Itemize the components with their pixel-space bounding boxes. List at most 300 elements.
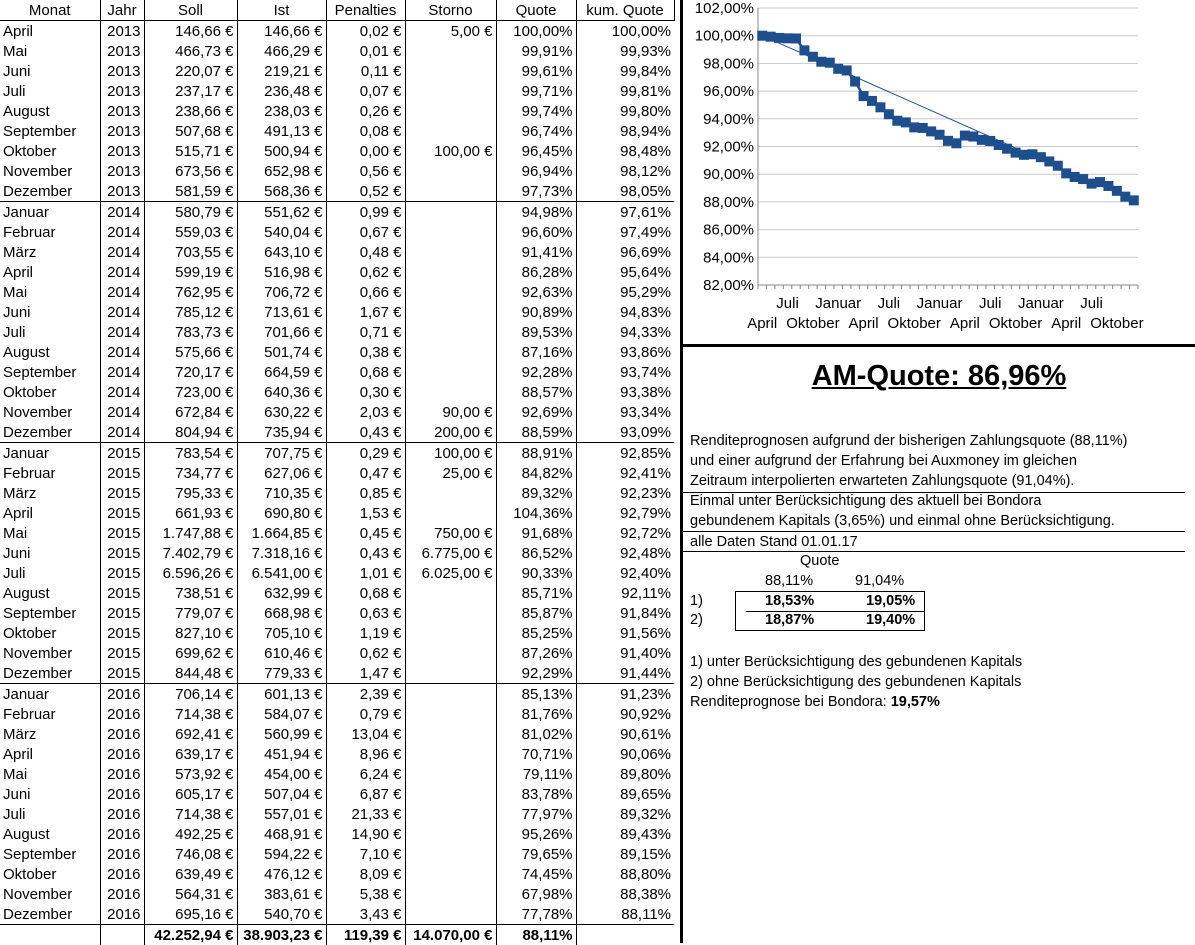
cell-penalties: 0,43 € — [326, 543, 405, 563]
table-row — [0, 302, 674, 322]
cell-ist: 584,07 € — [237, 704, 326, 724]
cell-soll: 844,48 € — [144, 663, 237, 684]
cell-storno: 200,00 € — [405, 422, 496, 443]
cell-kum-quote: 94,33% — [576, 322, 674, 342]
cell-soll: 779,07 € — [144, 603, 237, 623]
quote-table-title: Quote — [800, 553, 840, 569]
cell-jahr: 2016 — [100, 784, 144, 804]
cell-ist: 735,94 € — [237, 422, 326, 443]
data-point — [791, 33, 801, 43]
cell-storno — [405, 181, 496, 202]
y-tick-label: 90,00% — [703, 166, 754, 183]
cell-jahr: 2014 — [100, 262, 144, 282]
cell-penalties: 0,68 € — [326, 583, 405, 603]
cell-soll: 672,84 € — [144, 402, 237, 422]
cell-jahr: 2013 — [100, 41, 144, 61]
cell-jahr: 2014 — [100, 402, 144, 422]
legend-item-1: 1) unter Berücksichtigung des gebundenen Kapitals — [690, 653, 1022, 672]
cell-ist: 236,48 € — [237, 81, 326, 101]
cell-soll: 706,14 € — [144, 684, 237, 705]
x-tick-label-top: Januar — [815, 295, 861, 312]
table-row — [0, 784, 674, 804]
cell-soll: 6.596,26 € — [144, 563, 237, 583]
cell-storno: 750,00 € — [405, 523, 496, 543]
cell-jahr: 2014 — [100, 342, 144, 362]
cell-penalties: 0,45 € — [326, 523, 405, 543]
cell-soll: 492,25 € — [144, 824, 237, 844]
cell-jahr: 2016 — [100, 724, 144, 744]
cell-ist: 668,98 € — [237, 603, 326, 623]
cell-penalties: 0,30 € — [326, 382, 405, 402]
cell-monat: März — [0, 724, 100, 744]
cell-quote: 91,68% — [496, 523, 576, 543]
cell-kum-quote: 93,38% — [576, 382, 674, 402]
cell-kum-quote: 91,23% — [576, 684, 674, 705]
cell-jahr: 2013 — [100, 121, 144, 141]
table-row — [0, 101, 674, 121]
table-row — [0, 744, 674, 764]
cell-monat: Oktober — [0, 141, 100, 161]
cell-jahr: 2016 — [100, 744, 144, 764]
cell-jahr: 2015 — [100, 603, 144, 623]
x-tick-label-bottom: Oktober — [989, 315, 1042, 332]
cell-penalties: 0,85 € — [326, 483, 405, 503]
cell-storno — [405, 302, 496, 322]
cell-kum-quote: 92,41% — [576, 463, 674, 483]
table-row — [0, 41, 674, 61]
cell-ist: 454,00 € — [237, 764, 326, 784]
cell-jahr: 2016 — [100, 844, 144, 864]
cell-soll: 605,17 € — [144, 784, 237, 804]
cell-jahr: 2014 — [100, 202, 144, 223]
note-line-1: Renditeprognosen aufgrund der bisherigen Zahlungsquote (88,11%) — [690, 432, 1127, 451]
quote-row-divider — [746, 611, 924, 612]
cell-kum-quote: 88,11% — [576, 904, 674, 925]
cell-penalties: 3,43 € — [326, 904, 405, 925]
cell-kum-quote: 92,23% — [576, 483, 674, 503]
cell-monat: Juni — [0, 784, 100, 804]
cell-monat: August — [0, 101, 100, 121]
cell-quote: 92,63% — [496, 282, 576, 302]
cell-ist: 652,98 € — [237, 161, 326, 181]
cell-penalties: 8,09 € — [326, 864, 405, 884]
cell-monat: November — [0, 402, 100, 422]
y-tick-label: 100,00% — [695, 28, 754, 45]
x-tick-label-bottom: April — [849, 315, 879, 332]
cell-monat: Juli — [0, 563, 100, 583]
cell-soll: 723,00 € — [144, 382, 237, 402]
cell-ist: 383,61 € — [237, 884, 326, 904]
cell-kum-quote: 93,74% — [576, 362, 674, 382]
table-row — [0, 684, 674, 705]
y-tick-label: 82,00% — [703, 277, 754, 294]
cell-soll: 827,10 € — [144, 623, 237, 643]
cell-storno — [405, 483, 496, 503]
cell-ist: 540,04 € — [237, 222, 326, 242]
cell-penalties: 6,24 € — [326, 764, 405, 784]
cell-quote: 96,45% — [496, 141, 576, 161]
x-tick-label-top: Juli — [878, 295, 901, 312]
cell-ist: 491,13 € — [237, 121, 326, 141]
cell-jahr: 2016 — [100, 904, 144, 925]
cell-storno — [405, 623, 496, 643]
cell-penalties: 0,67 € — [326, 222, 405, 242]
total-jahr — [100, 925, 144, 945]
cell-penalties: 0,29 € — [326, 443, 405, 464]
cell-penalties: 0,08 € — [326, 121, 405, 141]
x-tick-label-top: Juli — [776, 295, 799, 312]
cell-monat: November — [0, 884, 100, 904]
x-tick-label-top: Januar — [917, 295, 963, 312]
cell-jahr: 2016 — [100, 704, 144, 724]
cell-penalties: 0,62 € — [326, 262, 405, 282]
quote-row-2-label: 2) — [690, 612, 703, 628]
cell-kum-quote: 99,93% — [576, 41, 674, 61]
quote-row-2-value-2: 19,40% — [866, 612, 915, 628]
cell-monat: Januar — [0, 202, 100, 223]
cell-ist: 146,66 € — [237, 21, 326, 42]
cell-monat: Dezember — [0, 422, 100, 443]
cell-quote: 96,60% — [496, 222, 576, 242]
table-row — [0, 724, 674, 744]
cell-penalties: 0,01 € — [326, 41, 405, 61]
y-tick-label: 86,00% — [703, 222, 754, 239]
cell-monat: Dezember — [0, 663, 100, 684]
cell-soll: 783,54 € — [144, 443, 237, 464]
total-kum-quote — [576, 925, 674, 945]
cell-penalties: 8,96 € — [326, 744, 405, 764]
cell-soll: 661,93 € — [144, 503, 237, 523]
cell-storno — [405, 222, 496, 242]
cell-monat: Juni — [0, 61, 100, 81]
cell-soll: 804,94 € — [144, 422, 237, 443]
cell-monat: Januar — [0, 684, 100, 705]
data-point — [842, 65, 852, 75]
cell-monat: November — [0, 161, 100, 181]
cell-jahr: 2015 — [100, 543, 144, 563]
cell-ist: 219,21 € — [237, 61, 326, 81]
cell-kum-quote: 90,92% — [576, 704, 674, 724]
total-quote: 88,11% — [496, 925, 576, 945]
cell-quote: 92,69% — [496, 402, 576, 422]
table-row — [0, 864, 674, 884]
cell-monat: Februar — [0, 704, 100, 724]
table-row — [0, 362, 674, 382]
cell-soll: 237,17 € — [144, 81, 237, 101]
cell-storno: 6.775,00 € — [405, 543, 496, 563]
cell-soll: 795,33 € — [144, 483, 237, 503]
cell-penalties: 0,07 € — [326, 81, 405, 101]
table-row — [0, 704, 674, 724]
data-point — [850, 77, 860, 87]
cell-ist: 557,01 € — [237, 804, 326, 824]
cell-soll: 738,51 € — [144, 583, 237, 603]
cell-ist: 632,99 € — [237, 583, 326, 603]
table-row — [0, 583, 674, 603]
quote-row-1-label: 1) — [690, 593, 703, 609]
cell-monat: Juli — [0, 81, 100, 101]
cell-quote: 88,59% — [496, 422, 576, 443]
cell-ist: 707,75 € — [237, 443, 326, 464]
cell-storno — [405, 61, 496, 81]
header-jahr: Jahr — [100, 0, 144, 21]
cell-jahr: 2016 — [100, 824, 144, 844]
cell-ist: 468,91 € — [237, 824, 326, 844]
cell-storno — [405, 161, 496, 181]
table-row — [0, 764, 674, 784]
cell-ist: 713,61 € — [237, 302, 326, 322]
cell-jahr: 2013 — [100, 181, 144, 202]
quote-row-1-value-2: 19,05% — [866, 593, 915, 609]
cell-monat: Februar — [0, 463, 100, 483]
cell-quote: 99,74% — [496, 101, 576, 121]
cell-ist: 551,62 € — [237, 202, 326, 223]
cell-soll: 559,03 € — [144, 222, 237, 242]
cell-penalties: 7,10 € — [326, 844, 405, 864]
quote-row-2-value-1: 18,87% — [765, 612, 814, 628]
note-line-2: und einer aufgrund der Erfahrung bei Auxmoney im gleichen — [690, 452, 1077, 471]
cell-penalties: 1,53 € — [326, 503, 405, 523]
table-row — [0, 884, 674, 904]
cell-quote: 81,02% — [496, 724, 576, 744]
cell-jahr: 2016 — [100, 884, 144, 904]
table-row — [0, 402, 674, 422]
cell-quote: 70,71% — [496, 744, 576, 764]
x-tick-label-bottom: Oktober — [786, 315, 839, 332]
cell-kum-quote: 91,56% — [576, 623, 674, 643]
prognose-label: Renditeprognose bei Bondora: — [690, 694, 887, 710]
prognose-value: 19,57% — [891, 694, 940, 710]
table-row — [0, 21, 674, 42]
cell-storno — [405, 784, 496, 804]
cell-storno — [405, 724, 496, 744]
cell-penalties: 1,19 € — [326, 623, 405, 643]
cell-jahr: 2015 — [100, 563, 144, 583]
cell-kum-quote: 99,84% — [576, 61, 674, 81]
cell-monat: Januar — [0, 443, 100, 464]
cell-soll: 639,17 € — [144, 744, 237, 764]
cell-kum-quote: 97,61% — [576, 202, 674, 223]
legend-item-2: 2) ohne Berücksichtigung des gebundenen Kapitals — [690, 673, 1021, 692]
cell-jahr: 2014 — [100, 362, 144, 382]
cell-storno — [405, 764, 496, 784]
note-line-4: Einmal unter Berücksichtigung des aktuell bei Bondora — [690, 492, 1041, 511]
cell-soll: 238,66 € — [144, 101, 237, 121]
cell-monat: Juli — [0, 322, 100, 342]
cell-ist: 710,35 € — [237, 483, 326, 503]
cell-kum-quote: 94,83% — [576, 302, 674, 322]
cell-storno: 100,00 € — [405, 141, 496, 161]
cell-monat: Oktober — [0, 864, 100, 884]
cell-jahr: 2016 — [100, 684, 144, 705]
cell-storno — [405, 824, 496, 844]
cell-quote: 86,52% — [496, 543, 576, 563]
cell-ist: 540,70 € — [237, 904, 326, 925]
total-penalties: 119,39 € — [326, 925, 405, 945]
table-header-row — [0, 0, 674, 21]
cell-ist: 7.318,16 € — [237, 543, 326, 563]
cell-ist: 690,80 € — [237, 503, 326, 523]
cell-jahr: 2014 — [100, 282, 144, 302]
cell-kum-quote: 89,32% — [576, 804, 674, 824]
y-tick-label: 94,00% — [703, 111, 754, 128]
cell-jahr: 2015 — [100, 583, 144, 603]
cumulative-quote-chart — [683, 0, 1195, 340]
cell-quote: 92,28% — [496, 362, 576, 382]
cell-penalties: 5,38 € — [326, 884, 405, 904]
table-row — [0, 804, 674, 824]
table-row — [0, 282, 674, 302]
table-row — [0, 483, 674, 503]
total-storno: 14.070,00 € — [405, 925, 496, 945]
cell-quote: 87,16% — [496, 342, 576, 362]
cell-storno: 5,00 € — [405, 21, 496, 42]
cell-monat: Oktober — [0, 623, 100, 643]
cell-ist: 568,36 € — [237, 181, 326, 202]
x-tick-label-bottom: April — [747, 315, 777, 332]
cell-penalties: 0,99 € — [326, 202, 405, 223]
cell-monat: September — [0, 603, 100, 623]
cell-storno: 90,00 € — [405, 402, 496, 422]
cell-quote: 95,26% — [496, 824, 576, 844]
cell-kum-quote: 92,79% — [576, 503, 674, 523]
cell-storno: 100,00 € — [405, 443, 496, 464]
table-row — [0, 61, 674, 81]
cell-soll: 599,19 € — [144, 262, 237, 282]
cell-ist: 701,66 € — [237, 322, 326, 342]
cell-soll: 580,79 € — [144, 202, 237, 223]
cell-ist: 610,46 € — [237, 643, 326, 663]
cell-quote: 96,74% — [496, 121, 576, 141]
cell-monat: April — [0, 744, 100, 764]
cell-soll: 720,17 € — [144, 362, 237, 382]
cell-ist: 594,22 € — [237, 844, 326, 864]
cell-jahr: 2014 — [100, 242, 144, 262]
cell-quote: 74,45% — [496, 864, 576, 884]
cell-ist: 643,10 € — [237, 242, 326, 262]
cell-jahr: 2015 — [100, 663, 144, 684]
cell-soll: 703,55 € — [144, 242, 237, 262]
cell-kum-quote: 98,48% — [576, 141, 674, 161]
cell-monat: September — [0, 121, 100, 141]
cell-monat: April — [0, 262, 100, 282]
note-line-5: gebundenem Kapitals (3,65%) und einmal ohne Berücksichtigung. — [690, 512, 1115, 531]
cell-jahr: 2014 — [100, 322, 144, 342]
cell-ist: 779,33 € — [237, 663, 326, 684]
cell-storno — [405, 382, 496, 402]
cell-ist: 664,59 € — [237, 362, 326, 382]
total-soll: 42.252,94 € — [144, 925, 237, 945]
table-row — [0, 141, 674, 161]
table-row — [0, 443, 674, 464]
cell-ist: 560,99 € — [237, 724, 326, 744]
cell-soll: 746,08 € — [144, 844, 237, 864]
cell-quote: 104,36% — [496, 503, 576, 523]
header-storno: Storno — [405, 0, 496, 21]
cell-jahr: 2015 — [100, 463, 144, 483]
cell-quote: 85,87% — [496, 603, 576, 623]
cell-penalties: 14,90 € — [326, 824, 405, 844]
cell-soll: 581,59 € — [144, 181, 237, 202]
cell-soll: 515,71 € — [144, 141, 237, 161]
cell-quote: 96,94% — [496, 161, 576, 181]
cell-ist: 601,13 € — [237, 684, 326, 705]
cell-storno: 6.025,00 € — [405, 563, 496, 583]
cell-ist: 640,36 € — [237, 382, 326, 402]
cell-soll: 146,66 € — [144, 21, 237, 42]
cell-monat: November — [0, 643, 100, 663]
cell-soll: 564,31 € — [144, 884, 237, 904]
cell-jahr: 2015 — [100, 643, 144, 663]
cell-quote: 99,71% — [496, 81, 576, 101]
cell-quote: 88,57% — [496, 382, 576, 402]
cell-ist: 451,94 € — [237, 744, 326, 764]
table-row — [0, 81, 674, 101]
cell-penalties: 0,38 € — [326, 342, 405, 362]
cell-penalties: 0,62 € — [326, 643, 405, 663]
x-tick-label-bottom: Oktober — [888, 315, 941, 332]
cell-kum-quote: 90,61% — [576, 724, 674, 744]
cell-penalties: 2,39 € — [326, 684, 405, 705]
cell-storno: 25,00 € — [405, 463, 496, 483]
cell-quote: 81,76% — [496, 704, 576, 724]
cell-kum-quote: 93,09% — [576, 422, 674, 443]
cell-jahr: 2013 — [100, 81, 144, 101]
cell-soll: 699,62 € — [144, 643, 237, 663]
cell-storno — [405, 202, 496, 223]
cell-ist: 706,72 € — [237, 282, 326, 302]
cell-ist: 501,74 € — [237, 342, 326, 362]
prognose-line — [690, 693, 940, 712]
cell-storno — [405, 282, 496, 302]
table-row — [0, 121, 674, 141]
cell-penalties: 0,56 € — [326, 161, 405, 181]
cell-kum-quote: 92,48% — [576, 543, 674, 563]
cell-quote: 67,98% — [496, 884, 576, 904]
note-divider-3 — [683, 551, 1185, 552]
note-divider-2 — [683, 531, 1185, 532]
cell-kum-quote: 91,40% — [576, 643, 674, 663]
cell-quote: 83,78% — [496, 784, 576, 804]
cell-quote: 87,26% — [496, 643, 576, 663]
cell-quote: 89,32% — [496, 483, 576, 503]
cell-quote: 77,78% — [496, 904, 576, 925]
cell-ist: 705,10 € — [237, 623, 326, 643]
cell-soll: 714,38 € — [144, 704, 237, 724]
y-tick-label: 98,00% — [703, 55, 754, 72]
cell-monat: Juni — [0, 543, 100, 563]
cell-kum-quote: 98,94% — [576, 121, 674, 141]
cell-soll: 220,07 € — [144, 61, 237, 81]
cell-ist: 627,06 € — [237, 463, 326, 483]
cell-kum-quote: 100,00% — [576, 21, 674, 42]
cell-storno — [405, 242, 496, 262]
cell-kum-quote: 95,29% — [576, 282, 674, 302]
cell-jahr: 2013 — [100, 141, 144, 161]
cell-storno — [405, 603, 496, 623]
cell-storno — [405, 41, 496, 61]
table-row — [0, 222, 674, 242]
cell-monat: Dezember — [0, 904, 100, 925]
table-row — [0, 603, 674, 623]
table-row — [0, 161, 674, 181]
cell-ist: 466,29 € — [237, 41, 326, 61]
cell-kum-quote: 91,44% — [576, 663, 674, 684]
table-row — [0, 202, 674, 223]
table-row — [0, 824, 674, 844]
cell-kum-quote: 98,05% — [576, 181, 674, 202]
table-row — [0, 262, 674, 282]
